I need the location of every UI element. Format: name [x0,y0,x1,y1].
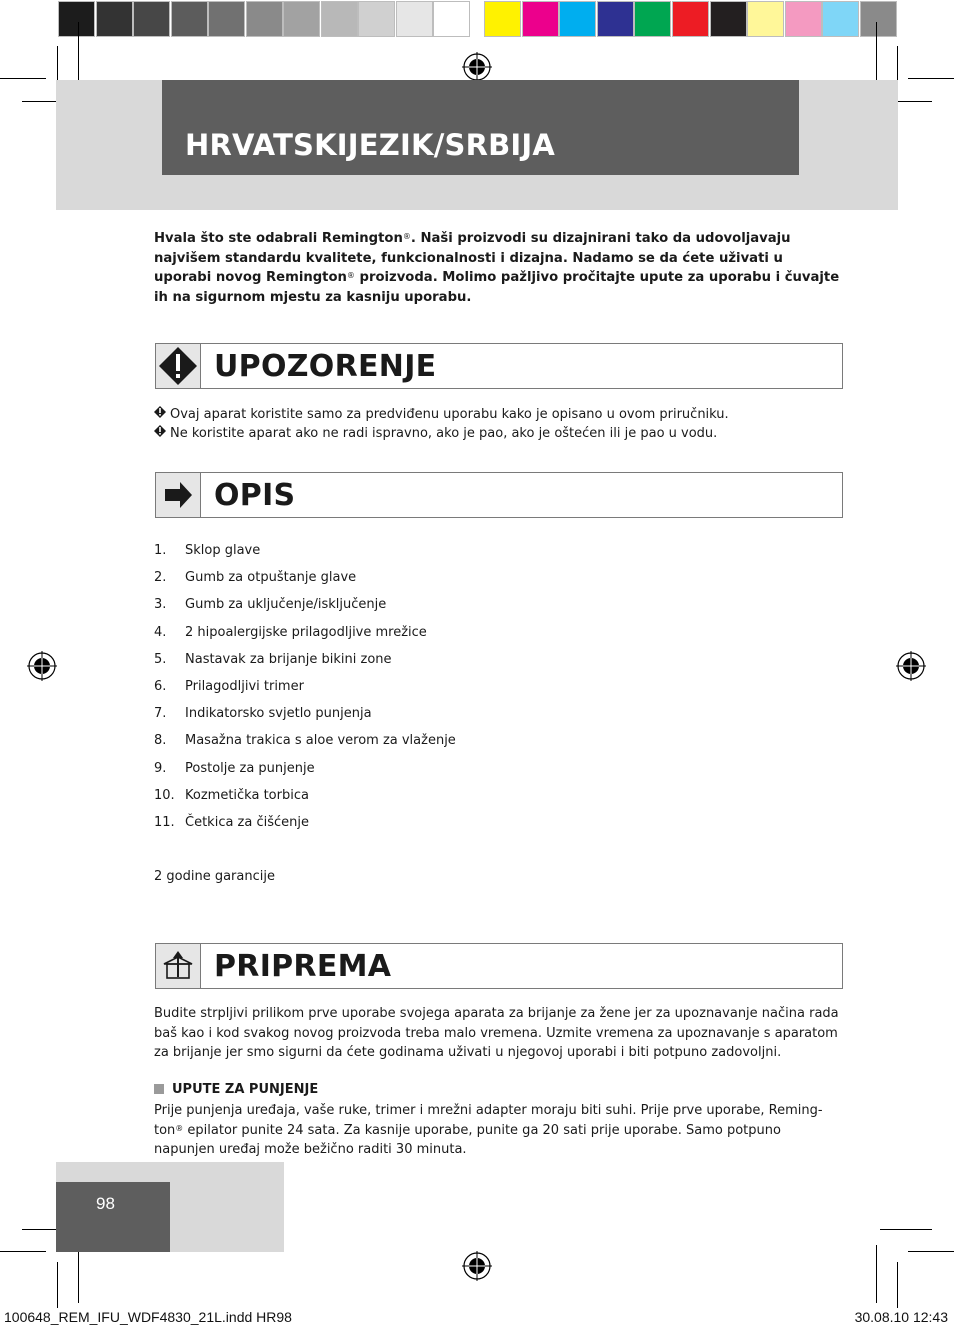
list-number: 3. [154,597,167,613]
color-swatch [522,1,559,37]
warning-text: Ovaj aparat koristite samo za predviđenu uporabu kako je opisano u ovom priručniku. [170,407,729,422]
list-text: Sklop glave [185,543,261,558]
list-text: Masažna trakica s aloe verom za vlaženje [185,733,456,749]
square-bullet-icon [154,1084,164,1094]
list-item [154,543,260,558]
list-text: Gumb za uključenje/isključenje [185,597,387,613]
crop-mark [908,1251,954,1252]
warning-text: Ne koristite aparat ako ne radi ispravno, ako je pao, ako je oštećen ili je pao u vodu. [170,426,718,441]
intro-paragraph [154,229,844,307]
list-item [154,570,356,585]
registration-target-icon [462,1251,492,1281]
list-item [154,733,456,748]
print-slug-file: 100648_REM_IFU_WDF4830_21L.indd HR98 [4,1309,292,1325]
color-swatch [208,1,245,37]
subheading-text: UPUTE ZA PUNJENJE [172,1082,319,1097]
list-number: 10. [154,787,175,803]
section-title: UPOZORENJE [214,349,437,384]
section-header-preparation [155,943,843,989]
list-text: Nastavak za brijanje bikini zone [185,651,392,667]
section-header-description [155,472,843,518]
color-swatch [283,1,320,37]
list-text: Kozmetička torbica [185,787,309,803]
list-number: 11. [154,815,175,830]
color-swatch [58,1,95,37]
charging-text: Prije punjenja uređaja, vaše ruke, trimer i mrežni adapter moraju biti suhi. Prije prve uporabe, Reming-ton [154,1103,823,1138]
color-swatch [484,1,521,37]
color-swatch [822,1,859,37]
arrow-right-icon [156,473,200,517]
section-header-warning [155,343,843,389]
list-number: 2. [154,570,167,586]
color-swatch [785,1,822,37]
crop-mark [876,22,877,80]
list-item [154,815,309,830]
color-swatch [634,1,671,37]
warning-item [154,406,729,422]
crop-mark [57,1262,58,1308]
warning-item [154,425,717,441]
intro-text: . Naši proizvodi su dizajnirani tako da udovoljavaju najvišem standardu kvalitete, funkcionalnosti i dizajna. Nadamo se da ćete uživati u uporabi novog Remington [154,231,791,285]
color-swatch [171,1,208,37]
color-swatch [597,1,634,37]
charging-paragraph [154,1101,844,1160]
list-text: Prilagodljivi trimer [185,679,304,694]
crop-mark [0,78,46,79]
registration-target-icon [27,651,57,681]
intro-text: Hvala što ste odabrali Remington [154,231,403,246]
list-number: 8. [154,733,167,749]
registered-mark: ® [175,1123,184,1133]
arrow-icon-box [156,473,201,517]
warning-bullet-icon [154,406,170,422]
color-swatch [396,1,433,37]
box-icon-box [156,944,201,988]
warning-icon-box [156,344,201,388]
intro-text: proizvoda. Molimo pažljivo pročitajte upute za uporabu i čuvajte ih na sigurnom mjestu za kasniju uporabu. [154,270,840,305]
color-swatch [747,1,784,37]
list-item [154,652,392,667]
color-swatch [710,1,747,37]
exclamation-icon [156,344,200,388]
crop-mark [897,1262,898,1308]
list-text: Indikatorsko svjetlo punjenja [185,706,372,722]
color-swatch [358,1,395,37]
page-title: HRVATSKIJEZIK/SRBIJA [185,128,556,162]
crop-mark [876,1245,877,1303]
crop-mark [880,1229,932,1230]
list-number: 4. [154,624,167,640]
color-swatch [246,1,283,37]
list-number: 7. [154,706,167,722]
registered-mark: ® [346,271,355,280]
page-number: 98 [96,1194,115,1213]
color-swatch [672,1,709,37]
list-item [154,597,386,612]
list-text: 2 hipoalergijske prilagodljive mrežice [185,624,427,640]
list-number: 1. [154,543,167,558]
color-swatch [860,1,897,37]
color-swatch [559,1,596,37]
list-item [154,761,315,776]
list-number: 5. [154,651,167,667]
registered-mark: ® [402,232,411,241]
color-swatch [133,1,170,37]
color-swatch [96,1,133,37]
list-number: 9. [154,760,167,776]
color-swatch [321,1,358,37]
charging-text: epilator punite 24 sata. Za kasnije uporabe, punite ga 20 sati prije uporabe. Samo potpuno napunjen uređaj može bežično raditi 30 minuta. [154,1122,781,1157]
list-number: 6. [154,679,167,694]
section-title: OPIS [214,478,296,513]
registration-target-icon [896,651,926,681]
crop-mark [78,22,79,80]
box-upload-icon [156,944,200,988]
section-title: PRIPREMA [214,949,392,984]
list-text: Postolje za punjenje [185,760,315,776]
warranty-text: 2 godine garancije [154,869,275,884]
print-slug-date: 30.08.10 12:43 [854,1309,948,1325]
list-item [154,788,309,803]
crop-mark [78,1245,79,1303]
color-swatch [433,1,470,37]
warning-bullet-icon [154,425,170,441]
list-item [154,625,427,640]
list-item [154,679,304,694]
charging-subheading [154,1082,318,1097]
registration-target-icon [462,52,492,82]
list-text: Gumb za otpuštanje glave [185,570,357,586]
footer-dark-block [56,1182,170,1252]
list-item [154,706,372,721]
preparation-paragraph: Budite strpljivi prilikom prve uporabe svojega aparata za brijanje za žene jer za upoznavanje načina rada baš kao i kod svakog novog proizvoda treba malo vremena. Uzmite vremena za upoznavanje s aparatom za brijanje jer smo sigurni da ćete godinama uživati u njegovoj uporabi i biti potpuno zadovoljni. [154,1006,839,1060]
list-text: Četkica za čišćenje [185,815,310,830]
crop-mark [908,78,954,79]
crop-mark [0,1251,46,1252]
